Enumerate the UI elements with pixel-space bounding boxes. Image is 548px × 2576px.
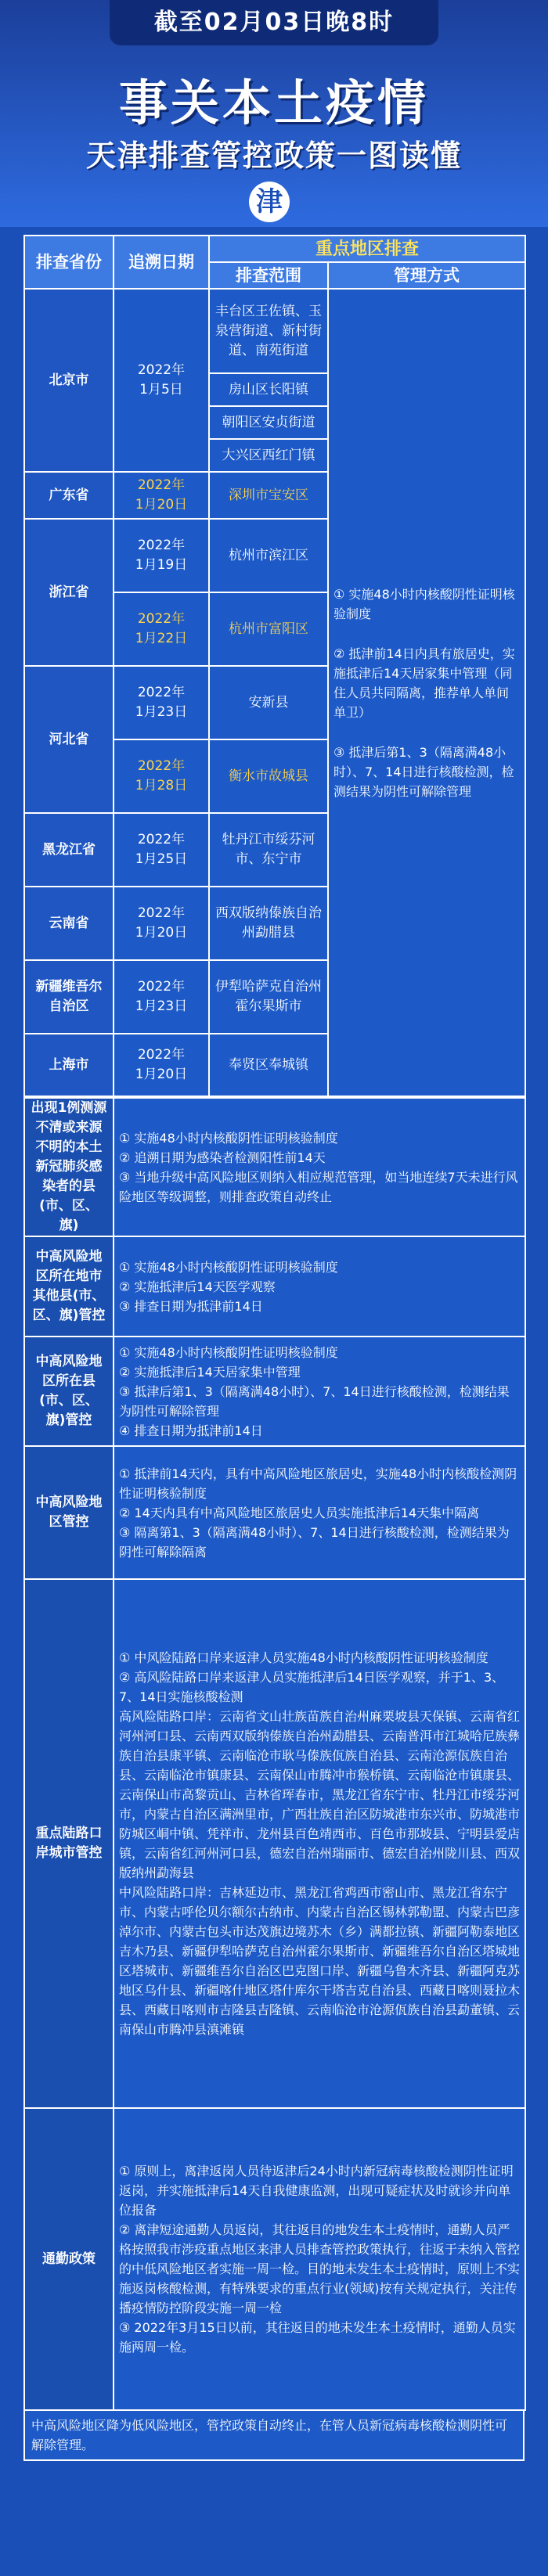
section-label: 中高风险地区管控 [24,1446,114,1579]
section-item: ① 实施48小时内核酸阴性证明核验制度 [119,1344,338,1360]
header-province: 排查省份 [24,236,114,289]
scope-cell: 深圳市宝安区 [209,472,328,519]
section-item: ③ 当地升级中高风险地区则纳入相应规范管理，如当地连续7天未进行风险地区等级调整，则排查政策自动终止 [119,1169,518,1204]
section-item: 中风险陆路口岸：吉林延边市、黑龙江省鸡西市密山市、黑龙江省东宁市、内蒙古呼伦贝尔额尔古纳市、内蒙古自治区锡林郭勒盟、内蒙古巴彦淖尔市、内蒙古包头市达茂旗边境苏木（乡）满都拉镇、新疆阿勒泰地区吉木乃县、新疆伊犁哈萨克自治州霍尔果斯市、新疆维吾尔自治区塔城地区塔城市、新疆维吾尔自治区巴克图口岸、新疆乌鲁木齐县、新疆阿克苏地区乌什县、新疆喀什地区塔什库尔干塔吉克自治县、西藏日喀则聂拉木县、西藏日喀则市吉隆县吉隆镇、云南临沧市沧源佤族自治县勐董镇、云南保山市腾冲县滇滩镇 [119,1885,521,2037]
section-item: ② 14天内具有中高风险地区旅居史人员实施抵津后14天集中隔离 [119,1505,480,1520]
section-label: 通勤政策 [24,2108,114,2410]
mgmt-item: ③ 抵津后第1、3（隔离满48小时）、7、14日进行核酸检测，检测结果为阴性可解除管理 [333,744,514,799]
section-content [114,1446,525,1579]
scope-cell: 西双版纳傣族自治州勐腊县 [209,887,328,960]
scope-cell: 大兴区西红门镇 [209,439,328,472]
scope-cell: 丰台区王佐镇、玉泉营街道、新村街道、南苑街道 [209,289,328,373]
province-cell: 新疆维吾尔自治区 [24,960,114,1034]
policy-sections [23,1097,526,2411]
date-cell: 2022年 1月20日 [114,887,209,960]
section-item: 高风险陆路口岸：云南省文山壮族苗族自治州麻栗坡县天保镇、云南省红河州河口县、云南西双版纳傣族自治州勐腊县、云南普洱市江城哈尼族彝族自治县康平镇、云南临沧市耿马傣族佤族自治县、云南沧源佤族自治县、云南临沧市镇康县、云南保山市腾冲市猴桥镇、云南临沧市镇康县、云南保山市高黎贡山、吉林省珲春市，黑龙江省东宁市、牡丹江市绥芬河市，内蒙古自治区满洲里市，广西壮族自治区防城港市东兴市、防城港市防城区峒中镇、凭祥市、龙州县百色靖西市、百色市那坡县、宁明县爱店镇，云南省红河州河口县，德宏自治州瑞丽市、德宏自治州陇川县、西双版纳州勐海县 [119,1709,521,1880]
management-cell [328,289,525,1096]
province-cell: 浙江省 [24,519,114,666]
province-cell: 河北省 [24,666,114,813]
date-cell: 2022年 1月23日 [114,666,209,739]
province-cell: 上海市 [24,1034,114,1096]
section-item: ① 抵津前14天内，具有中高风险地区旅居史，实施48小时内核酸检测阴性证明核验制度 [119,1466,517,1501]
mgmt-item: ① 实施48小时内核酸阴性证明核验制度 [333,586,515,621]
section-item: ② 实施抵津后14天医学观察 [119,1279,276,1294]
section-label: 出现1例测源不清或来源不明的本土新冠肺炎感染者的县(市、区、旗) [24,1098,114,1236]
scope-cell: 牡丹江市绥芬河市、东宁市 [209,813,328,887]
header-banner [0,0,548,227]
section-item: ① 实施48小时内核酸阴性证明核验制度 [119,1130,338,1146]
section-item: ③ 隔离第1、3（隔离满48小时）、7、14日进行核酸检测，检测结果为阴性可解除隔离 [119,1524,510,1560]
scope-cell: 房山区长阳镇 [209,373,328,406]
date-cell: 2022年 1月20日 [114,472,209,519]
section-item: ② 离津短途通勤人员返岗，其往返目的地发生本土疫情时，通勤人员严格按照我市涉疫重点地区来津人员排查管控政策执行，往返于未纳入管控的中低风险地区者实施一周一检。目的地未发生本土疫情时，原则上不实施返岗核酸检测，有特殊要求的重点行业(领域)按有关规定执行，关注传播疫情防控阶段实施一周一检 [119,2222,521,2315]
province-cell: 黑龙江省 [24,813,114,887]
scope-cell: 奉贤区奉城镇 [209,1034,328,1096]
section-item: ② 实施抵津后14天居家集中管理 [119,1364,301,1380]
section-item: ① 中风险陆路口岸来返津人员实施48小时内核酸阴性证明核验制度 [119,1650,489,1665]
header-scope: 排查范围 [209,262,328,289]
page-subtitle: 天津排查管控政策一图读懂 [85,139,462,173]
date-cell: 2022年 1月28日 [114,739,209,813]
policy-table-wrap [23,235,525,2461]
section-content [114,1337,525,1446]
section-item: ② 高风险陆路口岸来返津人员实施抵津后14日医学观察，并于1、3、7、14日实施核酸检测 [119,1670,505,1704]
section-item: ③ 排查日期为抵津前14日 [119,1298,263,1314]
scope-cell: 安新县 [209,666,328,739]
section-item: ① 实施48小时内核酸阴性证明核验制度 [119,1259,338,1275]
province-cell: 广东省 [24,472,114,519]
page-title: 事关本土疫情 [118,74,429,131]
section-label: 中高风险地区所在地市其他县(市、区、旗)管控 [24,1236,114,1337]
province-cell: 云南省 [24,887,114,960]
scope-cell: 杭州市滨江区 [209,519,328,592]
date-cell: 2022年 1月19日 [114,519,209,592]
header-mgmt: 管理方式 [328,262,525,289]
date-badge: 截至02月03日晚8时 [110,0,438,45]
date-cell: 2022年 1月23日 [114,960,209,1034]
header-key-areas: 重点地区排查 [209,236,525,262]
section-label: 重点陆路口岸城市管控 [24,1579,114,2108]
tianjin-logo-icon: 津 [249,182,290,222]
scope-cell: 杭州市富阳区 [209,592,328,666]
province-cell: 北京市 [24,289,114,472]
section-content [114,1236,525,1337]
section-content [114,2108,525,2410]
section-item: ③ 2022年3月15日以前，其往返目的地未发生本土疫情时，通勤人员实施两周一检。 [119,2320,516,2355]
footer-note: 中高风险地区降为低风险地区，管控政策自动终止，在管人员新冠病毒核酸检测阴性可解除管理。 [23,2411,525,2461]
section-content [114,1579,525,2108]
scope-cell: 衡水市故城县 [209,739,328,813]
date-cell: 2022年 1月25日 [114,813,209,887]
section-item: ② 追溯日期为感染者检测阳性前14天 [119,1149,326,1165]
header-date: 追溯日期 [114,236,209,289]
scope-cell: 朝阳区安贞街道 [209,406,328,439]
province-table [23,235,526,1097]
mgmt-item: ② 抵津前14日内具有旅居史，实施抵津后14天居家集中管理（同住人员共同隔离，推荐单人单间单卫） [333,646,515,720]
section-item: ① 原则上，离津返岗人员待返津后24小时内新冠病毒核酸检测阴性证明返岗，并实施抵津后14天自我健康监测，出现可疑症状及时就诊并向单位报备 [119,2164,514,2218]
section-label: 中高风险地区所在县(市、区、旗)管控 [24,1337,114,1446]
section-content [114,1098,525,1236]
date-cell: 2022年 1月20日 [114,1034,209,1096]
date-cell: 2022年 1月22日 [114,592,209,666]
date-cell: 2022年 1月5日 [114,289,209,472]
section-item: ③ 抵津后第1、3（隔离满48小时）、7、14日进行核酸检测，检测结果为阴性可解除管理 [119,1383,510,1419]
section-item: ④ 排查日期为抵津前14日 [119,1423,263,1438]
scope-cell: 伊犁哈萨克自治州霍尔果斯市 [209,960,328,1034]
